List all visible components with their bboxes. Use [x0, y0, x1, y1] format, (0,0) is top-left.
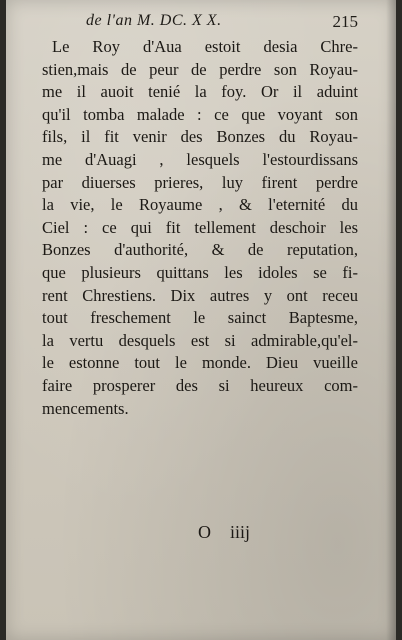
running-head-title: de l'an M. DC. X X.: [86, 12, 222, 29]
text-line: Le Roy d'Aua estoit desia Chre-: [52, 37, 358, 56]
text-line: Ciel : ce qui fit tellement deschoir les: [42, 217, 358, 237]
signature-letter: O: [198, 522, 211, 542]
text-line: fils, il fit venir des Bonzes du Royau-: [42, 127, 358, 147]
book-page: [6, 0, 396, 640]
body-text: [42, 36, 358, 420]
text-line: rent Chrestiens. Dix autres y ont receu: [42, 285, 358, 305]
text-line: stien,mais de peur de perdre son Royau-: [42, 59, 358, 79]
text-line: par diuerses prieres, luy firent perdre: [42, 172, 358, 192]
text-line: faire prosperer des si heureux com-: [42, 375, 358, 395]
text-line: qu'il tomba malade : ce que voyant son: [42, 104, 358, 124]
running-head: [6, 12, 358, 34]
text-line: me d'Auagi , lesquels l'estourdissans: [42, 149, 358, 169]
text-line: me il auoit tenié la foy. Or il aduint: [42, 82, 358, 102]
text-line: la vertu desquels est si admirable,qu'el-: [42, 330, 358, 350]
text-line: Bonzes d'authorité, & de reputation,: [42, 240, 358, 260]
text-line: mencements.: [42, 398, 129, 418]
text-line: que plusieurs quittans les idoles se fi-: [42, 262, 358, 282]
signature-numeral: iiij: [230, 522, 251, 542]
page-number: 215: [332, 12, 358, 31]
text-line: tout freschement le sainct Baptesme,: [42, 308, 358, 328]
text-line: la vie, le Royaume , & l'eternité du: [42, 195, 358, 215]
text-line: le estonne tout le monde. Dieu vueille: [42, 353, 358, 373]
